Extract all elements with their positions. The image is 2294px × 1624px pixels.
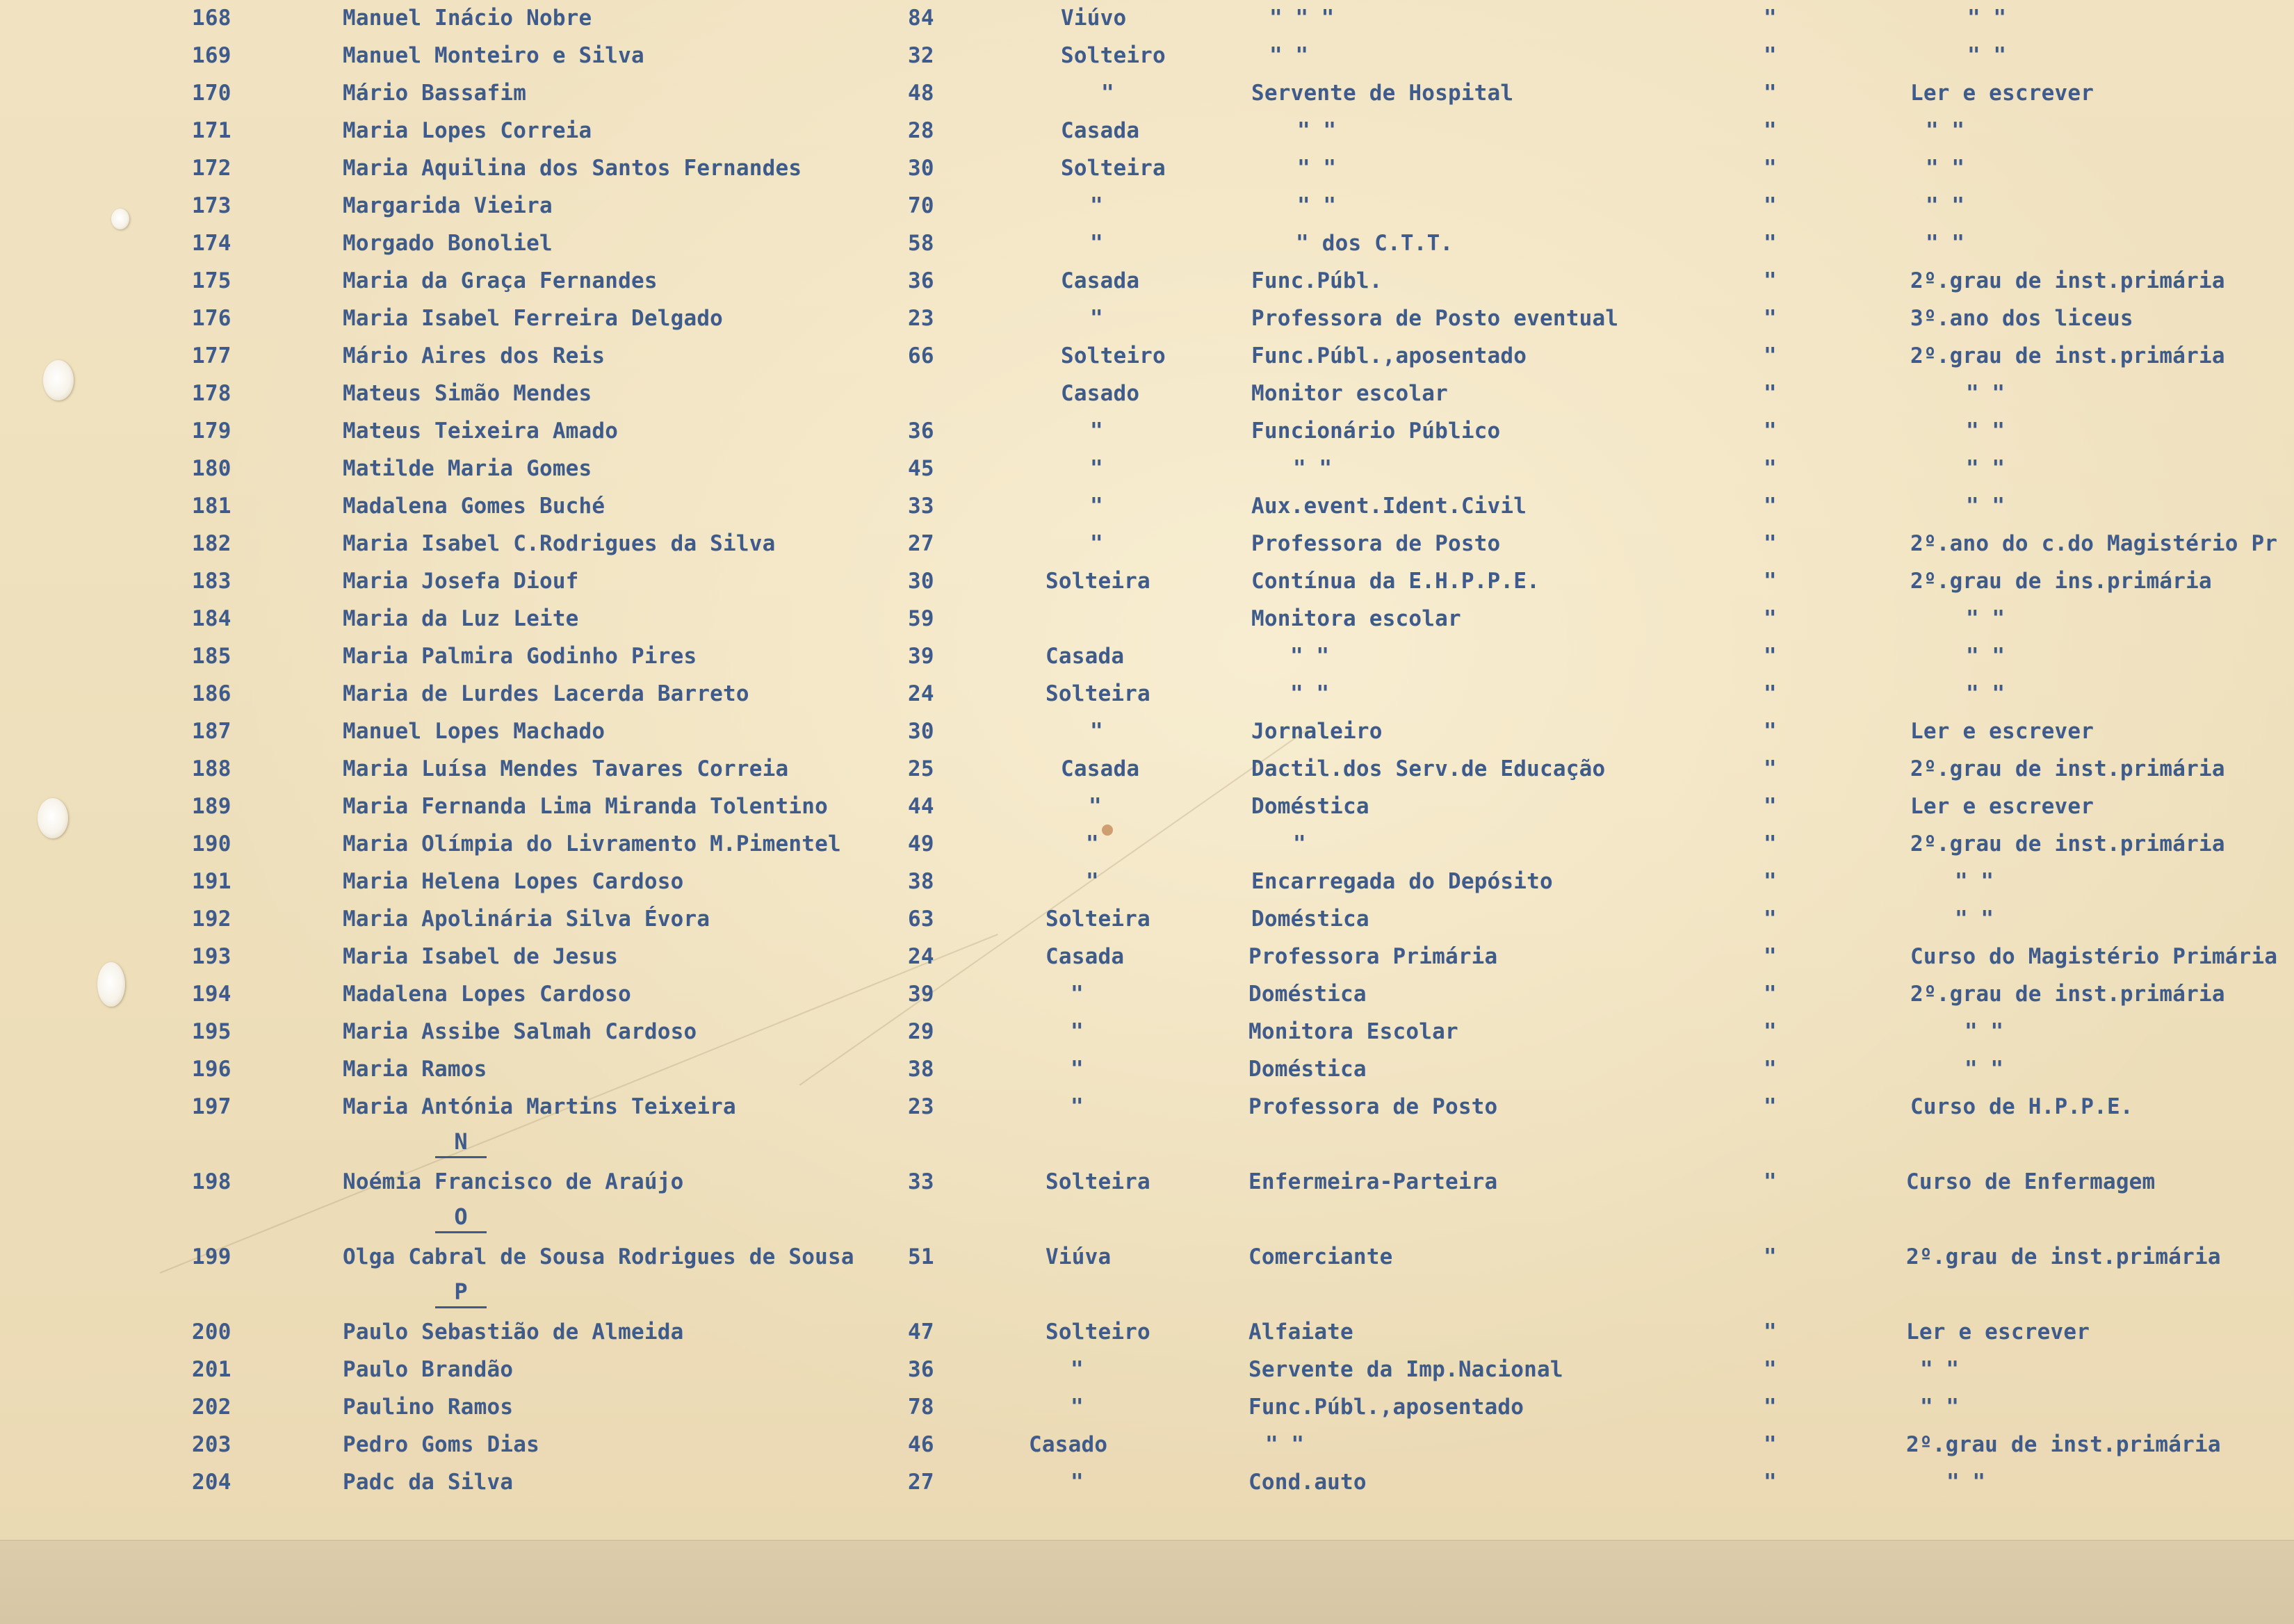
entry-number: 195 xyxy=(192,1019,231,1044)
education: 2º.grau de inst.primária xyxy=(1906,1244,2221,1269)
person-name: Pedro Goms Dias xyxy=(343,1432,539,1457)
person-age: 29 xyxy=(908,1019,934,1044)
person-age: 78 xyxy=(908,1395,934,1420)
education: 2º.grau de inst.primária xyxy=(1910,268,2225,293)
education: " " xyxy=(1967,43,2006,68)
table-row xyxy=(0,676,2294,713)
civil-status: Solteiro xyxy=(1061,43,1166,68)
person-name: Manuel Monteiro e Silva xyxy=(343,43,644,68)
civil-status: Solteira xyxy=(1046,569,1150,594)
nationality-ditto: " xyxy=(1764,1019,1777,1044)
nationality-ditto: " xyxy=(1764,756,1777,781)
civil-status: " xyxy=(1071,1057,1084,1082)
entry-number: 172 xyxy=(192,156,231,181)
nationality-ditto: " xyxy=(1764,982,1777,1007)
person-age: 23 xyxy=(908,1094,934,1119)
education: Ler e escrever xyxy=(1910,794,2094,819)
civil-status: " xyxy=(1090,456,1103,481)
table-row xyxy=(0,413,2294,450)
person-name: Maria Apolinária Silva Évora xyxy=(343,907,710,932)
profession: Doméstica xyxy=(1251,907,1369,932)
person-age: 32 xyxy=(908,43,934,68)
nationality-ditto: " xyxy=(1764,456,1777,481)
entry-number: 190 xyxy=(192,831,231,856)
entry-number: 192 xyxy=(192,907,231,932)
person-name: Madalena Gomes Buché xyxy=(343,494,605,519)
entry-number: 189 xyxy=(192,794,231,819)
table-row xyxy=(0,751,2294,788)
person-age: 45 xyxy=(908,456,934,481)
entry-number: 185 xyxy=(192,644,231,669)
entry-number: 198 xyxy=(192,1169,231,1194)
civil-status: Solteira xyxy=(1061,156,1166,181)
civil-status: Casada xyxy=(1046,944,1125,969)
civil-status: Casada xyxy=(1061,118,1140,143)
entry-number: 193 xyxy=(192,944,231,969)
table-row xyxy=(0,939,2294,976)
education: 2º.ano do c.do Magistério Pr xyxy=(1910,531,2278,556)
profession: Monitora Escolar xyxy=(1248,1019,1458,1044)
profession: Aux.event.Ident.Civil xyxy=(1251,494,1527,519)
person-age: 44 xyxy=(908,794,934,819)
profession: " " xyxy=(1265,1432,1304,1457)
civil-status: " xyxy=(1086,869,1099,894)
table-row xyxy=(0,1314,2294,1351)
person-name: Noémia Francisco de Araújo xyxy=(343,1169,684,1194)
profession: Dactil.dos Serv.de Educação xyxy=(1251,756,1606,781)
table-row xyxy=(0,863,2294,901)
person-name: Maria Palmira Godinho Pires xyxy=(343,644,697,669)
civil-status: " xyxy=(1071,1094,1084,1119)
civil-status: " xyxy=(1090,419,1103,444)
entry-number: 174 xyxy=(192,231,231,256)
person-age: 70 xyxy=(908,193,934,218)
person-age: 27 xyxy=(908,531,934,556)
nationality-ditto: " xyxy=(1764,268,1777,293)
table-row xyxy=(0,563,2294,601)
education: " " xyxy=(1966,644,2005,669)
entry-number: 186 xyxy=(192,681,231,706)
nationality-ditto: " xyxy=(1764,907,1777,932)
entry-number: 173 xyxy=(192,193,231,218)
section-letter-p: P xyxy=(437,1278,485,1306)
table-row xyxy=(0,1089,2294,1126)
education: 2º.grau de inst.primária xyxy=(1906,1432,2221,1457)
person-age: 59 xyxy=(908,606,934,631)
person-age: 33 xyxy=(908,1169,934,1194)
nationality-ditto: " xyxy=(1764,719,1777,744)
nationality-ditto: " xyxy=(1764,644,1777,669)
table-row xyxy=(0,375,2294,413)
table-row xyxy=(0,1051,2294,1089)
entry-number: 178 xyxy=(192,381,231,406)
table-row xyxy=(0,1351,2294,1389)
education: " " xyxy=(1955,907,1994,932)
civil-status: " xyxy=(1090,231,1103,256)
civil-status: " xyxy=(1090,719,1103,744)
nationality-ditto: " xyxy=(1764,43,1777,68)
section-letter-n: N xyxy=(437,1128,485,1155)
nationality-ditto: " xyxy=(1764,6,1777,31)
civil-status: Casado xyxy=(1061,381,1140,406)
person-age: 39 xyxy=(908,644,934,669)
nationality-ditto: " xyxy=(1764,1094,1777,1119)
profession: Encarregada do Depósito xyxy=(1251,869,1553,894)
profession: Enfermeira-Parteira xyxy=(1248,1169,1498,1194)
person-age: 38 xyxy=(908,1057,934,1082)
nationality-ditto: " xyxy=(1764,1395,1777,1420)
entry-number: 203 xyxy=(192,1432,231,1457)
person-name: Maria Isabel C.Rodrigues da Silva xyxy=(343,531,776,556)
education: " " xyxy=(1920,1357,1959,1382)
civil-status: Solteiro xyxy=(1061,343,1166,368)
table-row xyxy=(0,788,2294,826)
entry-number: 175 xyxy=(192,268,231,293)
table-row xyxy=(0,338,2294,375)
entry-number: 196 xyxy=(192,1057,231,1082)
person-age: 27 xyxy=(908,1470,934,1495)
person-name: Margarida Vieira xyxy=(343,193,553,218)
education: " " xyxy=(1926,118,1964,143)
nationality-ditto: " xyxy=(1764,831,1777,856)
entry-number: 183 xyxy=(192,569,231,594)
table-row xyxy=(0,488,2294,526)
person-name: Madalena Lopes Cardoso xyxy=(343,982,631,1007)
person-name: Padc da Silva xyxy=(343,1470,514,1495)
person-age: 47 xyxy=(908,1320,934,1345)
nationality-ditto: " xyxy=(1764,118,1777,143)
table-row xyxy=(0,150,2294,188)
civil-status: Solteira xyxy=(1046,1169,1150,1194)
profession: " " xyxy=(1297,118,1336,143)
education: " " xyxy=(1966,681,2005,706)
person-age: 84 xyxy=(908,6,934,31)
table-row xyxy=(0,38,2294,75)
person-name: Paulo Brandão xyxy=(343,1357,514,1382)
profession: Func.Públ.,aposentado xyxy=(1251,343,1527,368)
profession: Professora de Posto eventual xyxy=(1251,306,1619,331)
table-row xyxy=(0,1014,2294,1051)
person-name: Matilde Maria Gomes xyxy=(343,456,592,481)
education: " " xyxy=(1966,606,2005,631)
nationality-ditto: " xyxy=(1764,193,1777,218)
civil-status: Solteira xyxy=(1046,907,1150,932)
person-age: 58 xyxy=(908,231,934,256)
person-name: Mateus Teixeira Amado xyxy=(343,419,619,444)
person-name: Mário Bassafim xyxy=(343,81,527,106)
nationality-ditto: " xyxy=(1764,343,1777,368)
nationality-ditto: " xyxy=(1764,531,1777,556)
profession: Monitor escolar xyxy=(1251,381,1448,406)
entry-number: 204 xyxy=(192,1470,231,1495)
table-row xyxy=(0,300,2294,338)
table-row xyxy=(0,450,2294,488)
civil-status: Solteiro xyxy=(1046,1320,1150,1345)
table-row xyxy=(0,0,2294,38)
nationality-ditto: " xyxy=(1764,306,1777,331)
nationality-ditto: " xyxy=(1764,381,1777,406)
profession: Comerciante xyxy=(1248,1244,1393,1269)
table-row xyxy=(0,1239,2294,1276)
profession: " dos C.T.T. xyxy=(1296,231,1454,256)
nationality-ditto: " xyxy=(1764,606,1777,631)
education: 2º.grau de ins.primária xyxy=(1910,569,2212,594)
education: 2º.grau de inst.primária xyxy=(1910,756,2225,781)
civil-status: " xyxy=(1090,193,1103,218)
profession: Doméstica xyxy=(1251,794,1369,819)
nationality-ditto: " xyxy=(1764,1432,1777,1457)
profession: " " xyxy=(1290,644,1329,669)
person-age: 24 xyxy=(908,944,934,969)
education: " " xyxy=(1964,1019,2003,1044)
profession: Alfaiate xyxy=(1248,1320,1353,1345)
table-row xyxy=(0,1389,2294,1427)
entry-number: 191 xyxy=(192,869,231,894)
civil-status: " xyxy=(1071,1019,1084,1044)
nationality-ditto: " xyxy=(1764,1169,1777,1194)
entry-number: 171 xyxy=(192,118,231,143)
education: " " xyxy=(1966,381,2005,406)
entry-number: 202 xyxy=(192,1395,231,1420)
education: " " xyxy=(1926,231,1964,256)
person-name: Maria Fernanda Lima Miranda Tolentino xyxy=(343,794,828,819)
nationality-ditto: " xyxy=(1764,494,1777,519)
profession: Doméstica xyxy=(1248,1057,1367,1082)
person-age: 23 xyxy=(908,306,934,331)
person-name: Maria Helena Lopes Cardoso xyxy=(343,869,684,894)
civil-status: " xyxy=(1086,831,1099,856)
education: 3º.ano dos liceus xyxy=(1910,306,2133,331)
person-age: 38 xyxy=(908,869,934,894)
civil-status: Casada xyxy=(1061,756,1140,781)
entry-number: 182 xyxy=(192,531,231,556)
person-name: Olga Cabral de Sousa Rodrigues de Sousa xyxy=(343,1244,854,1269)
civil-status: Casado xyxy=(1029,1432,1108,1457)
table-row xyxy=(0,976,2294,1014)
nationality-ditto: " xyxy=(1764,1357,1777,1382)
person-name: Maria Aquilina dos Santos Fernandes xyxy=(343,156,802,181)
education: 2º.grau de inst.primária xyxy=(1910,831,2225,856)
nationality-ditto: " xyxy=(1764,1244,1777,1269)
person-age: 30 xyxy=(908,156,934,181)
table-row xyxy=(0,601,2294,638)
civil-status: " xyxy=(1090,531,1103,556)
profession: " " xyxy=(1297,156,1336,181)
table-row xyxy=(0,1164,2294,1201)
person-age: 66 xyxy=(908,343,934,368)
nationality-ditto: " xyxy=(1764,1320,1777,1345)
person-age: 36 xyxy=(908,419,934,444)
person-name: Paulo Sebastião de Almeida xyxy=(343,1320,684,1345)
table-row xyxy=(0,526,2294,563)
person-name: Paulino Ramos xyxy=(343,1395,514,1420)
entry-number: 179 xyxy=(192,419,231,444)
entry-number: 177 xyxy=(192,343,231,368)
table-row xyxy=(0,713,2294,751)
person-age: 30 xyxy=(908,719,934,744)
profession: Func.Públ. xyxy=(1251,268,1383,293)
person-name: Maria Isabel Ferreira Delgado xyxy=(343,306,724,331)
nationality-ditto: " xyxy=(1764,419,1777,444)
person-name: Maria Lopes Correia xyxy=(343,118,592,143)
education: " " xyxy=(1966,494,2005,519)
nationality-ditto: " xyxy=(1764,156,1777,181)
profession: " " xyxy=(1293,456,1332,481)
education: Ler e escrever xyxy=(1906,1320,2090,1345)
entry-number: 168 xyxy=(192,6,231,31)
entry-number: 188 xyxy=(192,756,231,781)
civil-status: " xyxy=(1090,494,1103,519)
page-bottom-edge xyxy=(0,1540,2294,1624)
nationality-ditto: " xyxy=(1764,944,1777,969)
education: Ler e escrever xyxy=(1910,81,2094,106)
profession: Professora de Posto xyxy=(1248,1094,1498,1119)
civil-status: " xyxy=(1071,1470,1084,1495)
education: Curso de H.P.P.E. xyxy=(1910,1094,2133,1119)
table-row xyxy=(0,225,2294,263)
table-row xyxy=(0,263,2294,300)
education: " " xyxy=(1920,1395,1959,1420)
nationality-ditto: " xyxy=(1764,869,1777,894)
person-age: 49 xyxy=(908,831,934,856)
person-name: Morgado Bonoliel xyxy=(343,231,553,256)
person-name: Maria da Luz Leite xyxy=(343,606,579,631)
entry-number: 194 xyxy=(192,982,231,1007)
education: Curso de Enfermagem xyxy=(1906,1169,2156,1194)
person-age: 30 xyxy=(908,569,934,594)
civil-status: " xyxy=(1090,306,1103,331)
profession: Jornaleiro xyxy=(1251,719,1383,744)
education: 2º.grau de inst.primária xyxy=(1910,982,2225,1007)
profession: Professora de Posto xyxy=(1251,531,1501,556)
profession: Doméstica xyxy=(1248,982,1367,1007)
civil-status: " xyxy=(1071,982,1084,1007)
person-name: Maria de Lurdes Lacerda Barreto xyxy=(343,681,749,706)
person-age: 24 xyxy=(908,681,934,706)
person-name: Maria Olímpia do Livramento M.Pimentel xyxy=(343,831,841,856)
person-name: Maria Antónia Martins Teixeira xyxy=(343,1094,736,1119)
entry-number: 184 xyxy=(192,606,231,631)
civil-status: Casada xyxy=(1046,644,1125,669)
entry-number: 187 xyxy=(192,719,231,744)
person-name: Maria Josefa Diouf xyxy=(343,569,579,594)
entry-number: 199 xyxy=(192,1244,231,1269)
profession: " xyxy=(1293,831,1306,856)
person-age: 51 xyxy=(908,1244,934,1269)
civil-status: Casada xyxy=(1061,268,1140,293)
profession: Professora Primária xyxy=(1248,944,1498,969)
profession: " " " xyxy=(1269,6,1335,31)
person-age: 48 xyxy=(908,81,934,106)
nationality-ditto: " xyxy=(1764,681,1777,706)
section-letter-o: O xyxy=(437,1203,485,1231)
table-row xyxy=(0,188,2294,225)
table-row xyxy=(0,901,2294,939)
education: " " xyxy=(1967,6,2006,31)
education: Curso do Magistério Primária xyxy=(1910,944,2278,969)
person-name: Maria da Graça Fernandes xyxy=(343,268,658,293)
profession: Servente de Hospital xyxy=(1251,81,1514,106)
person-name: Maria Isabel de Jesus xyxy=(343,944,619,969)
person-age: 63 xyxy=(908,907,934,932)
table-row xyxy=(0,1464,2294,1502)
education: " " xyxy=(1946,1470,1985,1495)
person-name: Maria Luísa Mendes Tavares Correia xyxy=(343,756,789,781)
profession: Cond.auto xyxy=(1248,1470,1367,1495)
person-age: 25 xyxy=(908,756,934,781)
person-age: 39 xyxy=(908,982,934,1007)
entry-number: 180 xyxy=(192,456,231,481)
education: Ler e escrever xyxy=(1910,719,2094,744)
person-age: 36 xyxy=(908,268,934,293)
education: 2º.grau de inst.primária xyxy=(1910,343,2225,368)
person-age: 46 xyxy=(908,1432,934,1457)
education: " " xyxy=(1955,869,1994,894)
profession: " " xyxy=(1290,681,1329,706)
civil-status: Viúvo xyxy=(1061,6,1127,31)
civil-status: Solteira xyxy=(1046,681,1150,706)
profession: " " xyxy=(1269,43,1308,68)
table-row xyxy=(0,113,2294,150)
civil-status: " xyxy=(1071,1395,1084,1420)
person-age: 33 xyxy=(908,494,934,519)
entry-number: 197 xyxy=(192,1094,231,1119)
person-name: Maria Ramos xyxy=(343,1057,487,1082)
profession: " " xyxy=(1297,193,1336,218)
civil-status: " xyxy=(1101,81,1114,106)
table-row xyxy=(0,826,2294,863)
person-name: Maria Assibe Salmah Cardoso xyxy=(343,1019,697,1044)
table-row xyxy=(0,75,2294,113)
education: " " xyxy=(1964,1057,2003,1082)
nationality-ditto: " xyxy=(1764,1470,1777,1495)
entry-number: 201 xyxy=(192,1357,231,1382)
entry-number: 176 xyxy=(192,306,231,331)
person-age: 28 xyxy=(908,118,934,143)
nationality-ditto: " xyxy=(1764,794,1777,819)
education: " " xyxy=(1926,193,1964,218)
profession: Contínua da E.H.P.P.E. xyxy=(1251,569,1540,594)
nationality-ditto: " xyxy=(1764,1057,1777,1082)
civil-status: Viúva xyxy=(1046,1244,1112,1269)
education: " " xyxy=(1966,419,2005,444)
profession: Servente da Imp.Nacional xyxy=(1248,1357,1563,1382)
person-name: Mário Aires dos Reis xyxy=(343,343,605,368)
education: " " xyxy=(1966,456,2005,481)
table-row xyxy=(0,638,2294,676)
profession: Func.Públ.,aposentado xyxy=(1248,1395,1524,1420)
nationality-ditto: " xyxy=(1764,231,1777,256)
person-name: Manuel Lopes Machado xyxy=(343,719,605,744)
civil-status: " xyxy=(1071,1357,1084,1382)
entry-number: 181 xyxy=(192,494,231,519)
nationality-ditto: " xyxy=(1764,81,1777,106)
profession: Monitora escolar xyxy=(1251,606,1461,631)
education: " " xyxy=(1926,156,1964,181)
person-name: Manuel Inácio Nobre xyxy=(343,6,592,31)
entry-number: 170 xyxy=(192,81,231,106)
nationality-ditto: " xyxy=(1764,569,1777,594)
person-age: 36 xyxy=(908,1357,934,1382)
entry-number: 169 xyxy=(192,43,231,68)
profession: Funcionário Público xyxy=(1251,419,1501,444)
person-name: Mateus Simão Mendes xyxy=(343,381,592,406)
entry-number: 200 xyxy=(192,1320,231,1345)
table-row xyxy=(0,1427,2294,1464)
civil-status: " xyxy=(1089,794,1102,819)
